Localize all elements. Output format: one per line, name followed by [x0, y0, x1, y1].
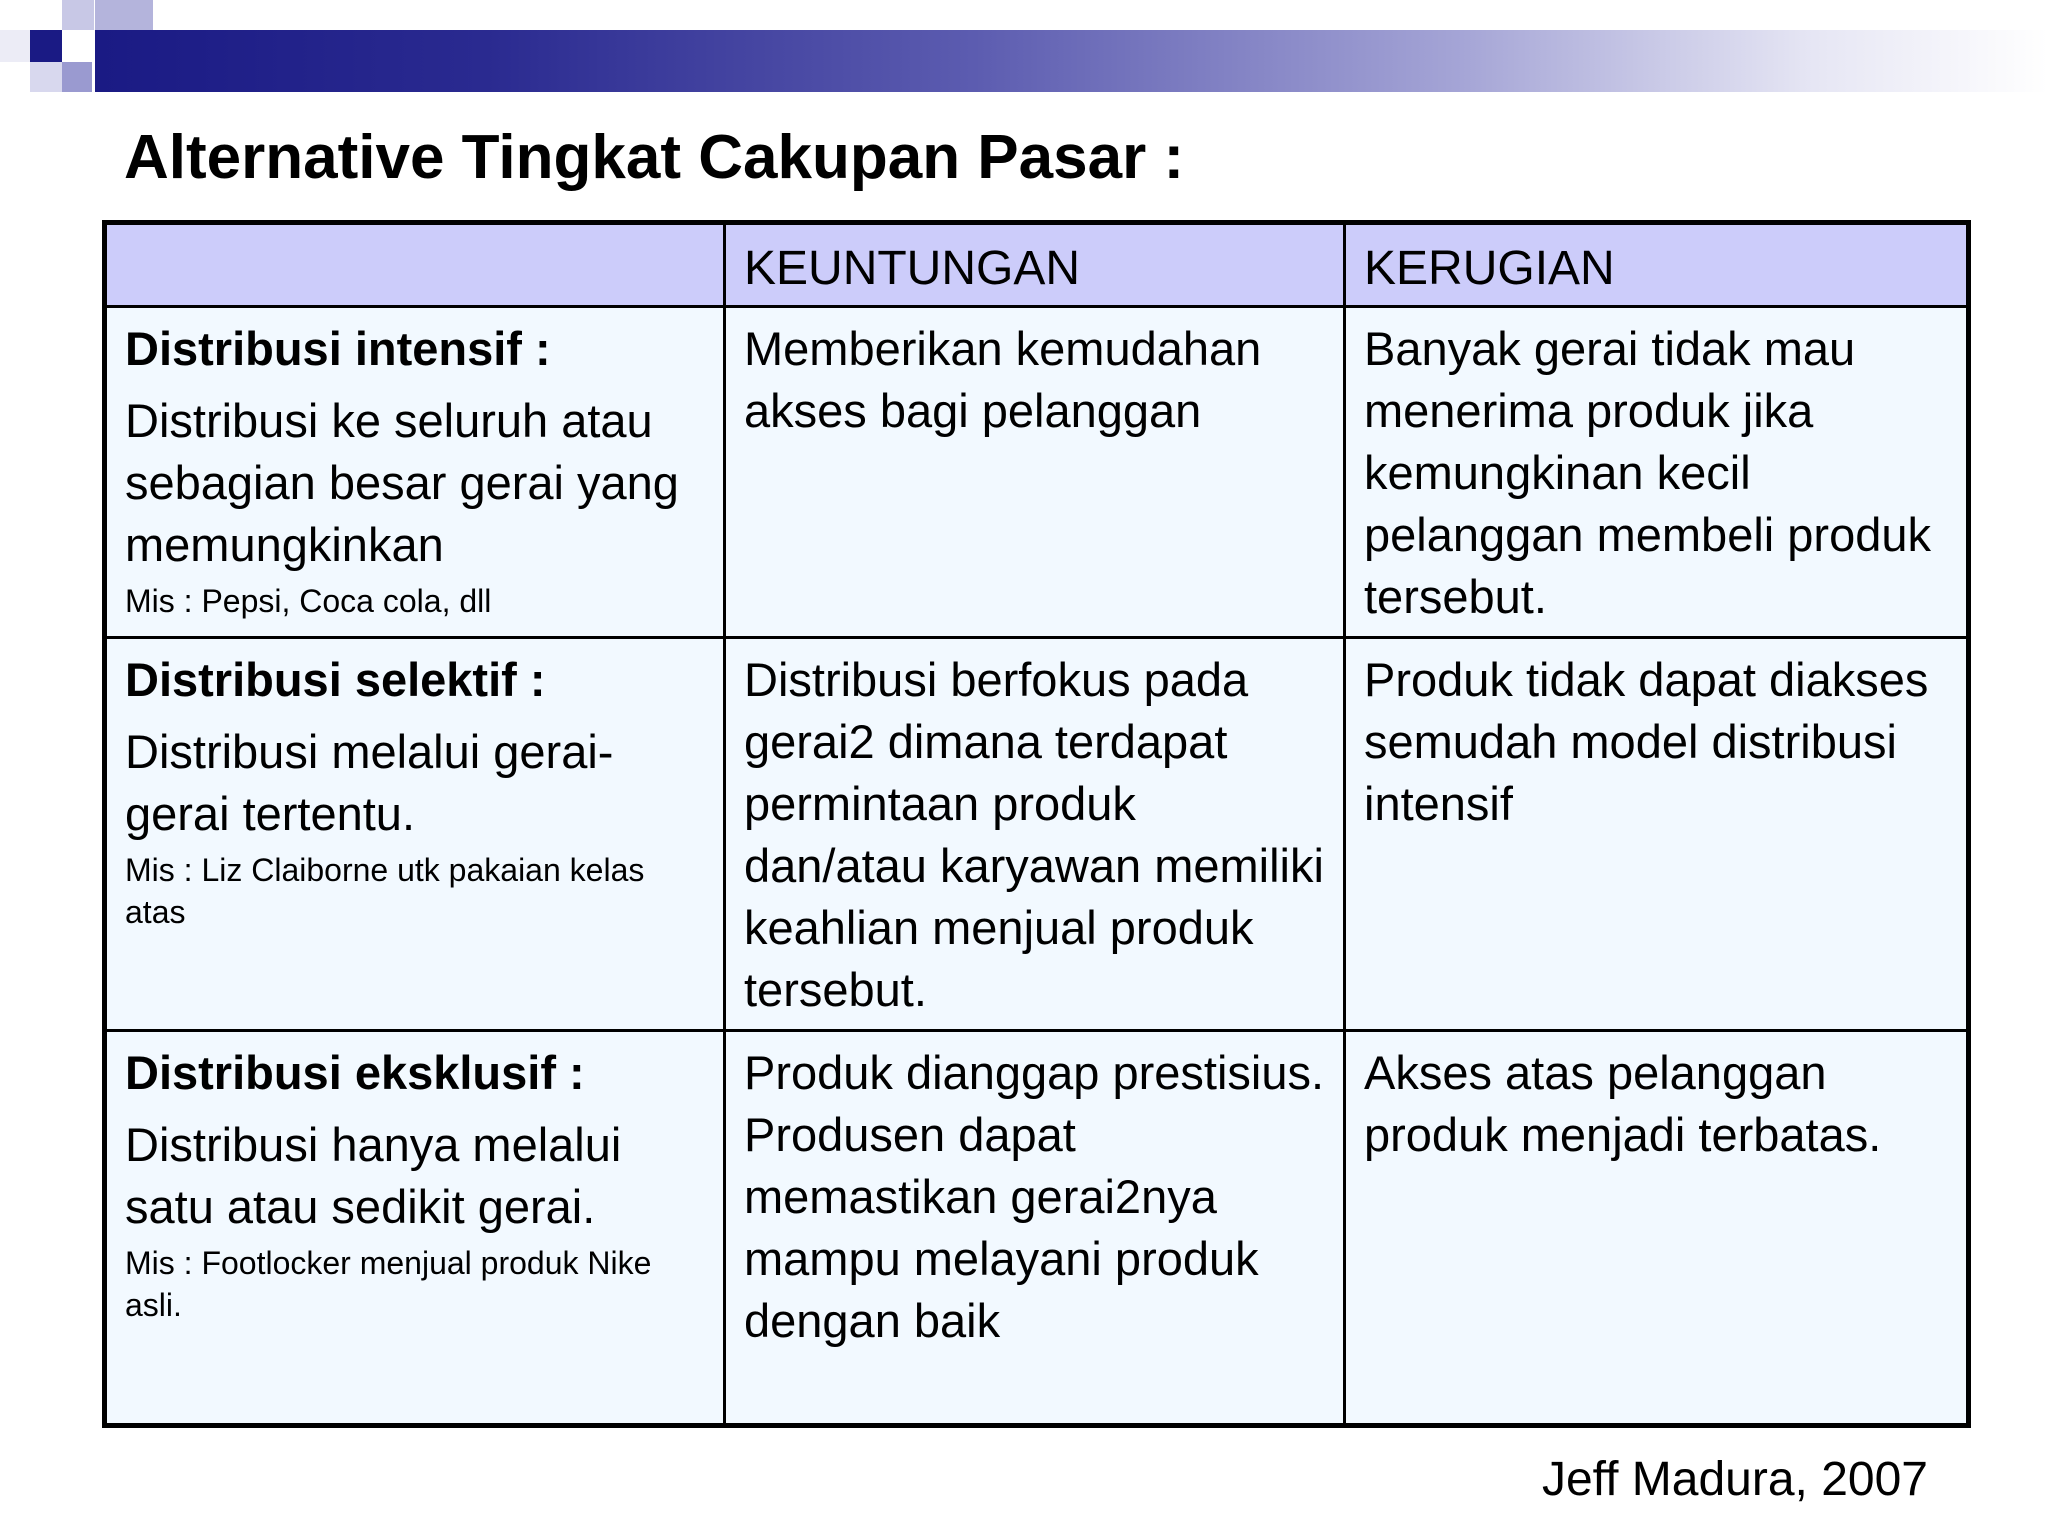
row-example: Mis : Liz Claiborne utk pakaian kelas atas	[125, 852, 645, 930]
decor-square	[30, 30, 62, 62]
coverage-table	[102, 220, 1971, 1428]
row-description: Distribusi ke seluruh atau sebagian besar gerai yang memungkinkan	[125, 394, 679, 571]
kerugian-cell: Produk tidak dapat diakses semudah model distribusi intensif	[1345, 638, 1969, 1031]
keuntungan-cell: Memberikan kemudahan akses bagi pelanggan	[725, 307, 1345, 638]
source-citation: Jeff Madura, 2007	[1541, 1453, 1928, 1506]
row-example: Mis : Pepsi, Coca cola, dll	[125, 583, 492, 619]
table-row	[105, 1031, 1969, 1426]
decor-square	[0, 30, 30, 62]
slide-title: Alternative Tingkat Cakupan Pasar :	[124, 123, 1185, 192]
keuntungan-cell: Distribusi berfokus pada gerai2 dimana terdapat permintaan produk dan/atau karyawan memiliki keahlian menjual produk tersebut.	[725, 638, 1345, 1031]
row-example: Mis : Footlocker menjual produk Nike asli.	[125, 1245, 652, 1323]
kerugian-cell: Akses atas pelanggan produk menjadi terbatas.	[1345, 1031, 1969, 1426]
keuntungan-cell: Produk dianggap prestisius. Produsen dapat memastikan gerai2nya mampu melayani produk dengan baik	[725, 1031, 1345, 1426]
decor-square	[95, 0, 153, 30]
table-row	[105, 307, 1969, 638]
row-label-cell	[105, 307, 725, 638]
table-row	[105, 638, 1969, 1031]
header-kerugian: KERUGIAN	[1345, 223, 1969, 307]
row-description: Distribusi melalui gerai-gerai tertentu.	[125, 725, 614, 840]
row-name: Distribusi eksklusif :	[125, 1046, 585, 1099]
table-header-row	[105, 223, 1969, 307]
row-name: Distribusi intensif :	[125, 322, 551, 375]
header-empty-cell	[105, 223, 725, 307]
kerugian-cell: Banyak gerai tidak mau menerima produk jika kemungkinan kecil pelanggan membeli produk tersebut.	[1345, 307, 1969, 638]
header-gradient-bar	[95, 30, 2048, 92]
row-label-cell	[105, 638, 725, 1031]
header-keuntungan: KEUNTUNGAN	[725, 223, 1345, 307]
row-description: Distribusi hanya melalui satu atau sedikit gerai.	[125, 1118, 622, 1233]
decor-square	[30, 62, 62, 92]
decor-square	[62, 0, 94, 30]
row-name: Distribusi selektif :	[125, 653, 546, 706]
row-label-cell	[105, 1031, 725, 1426]
decor-square	[62, 62, 92, 92]
